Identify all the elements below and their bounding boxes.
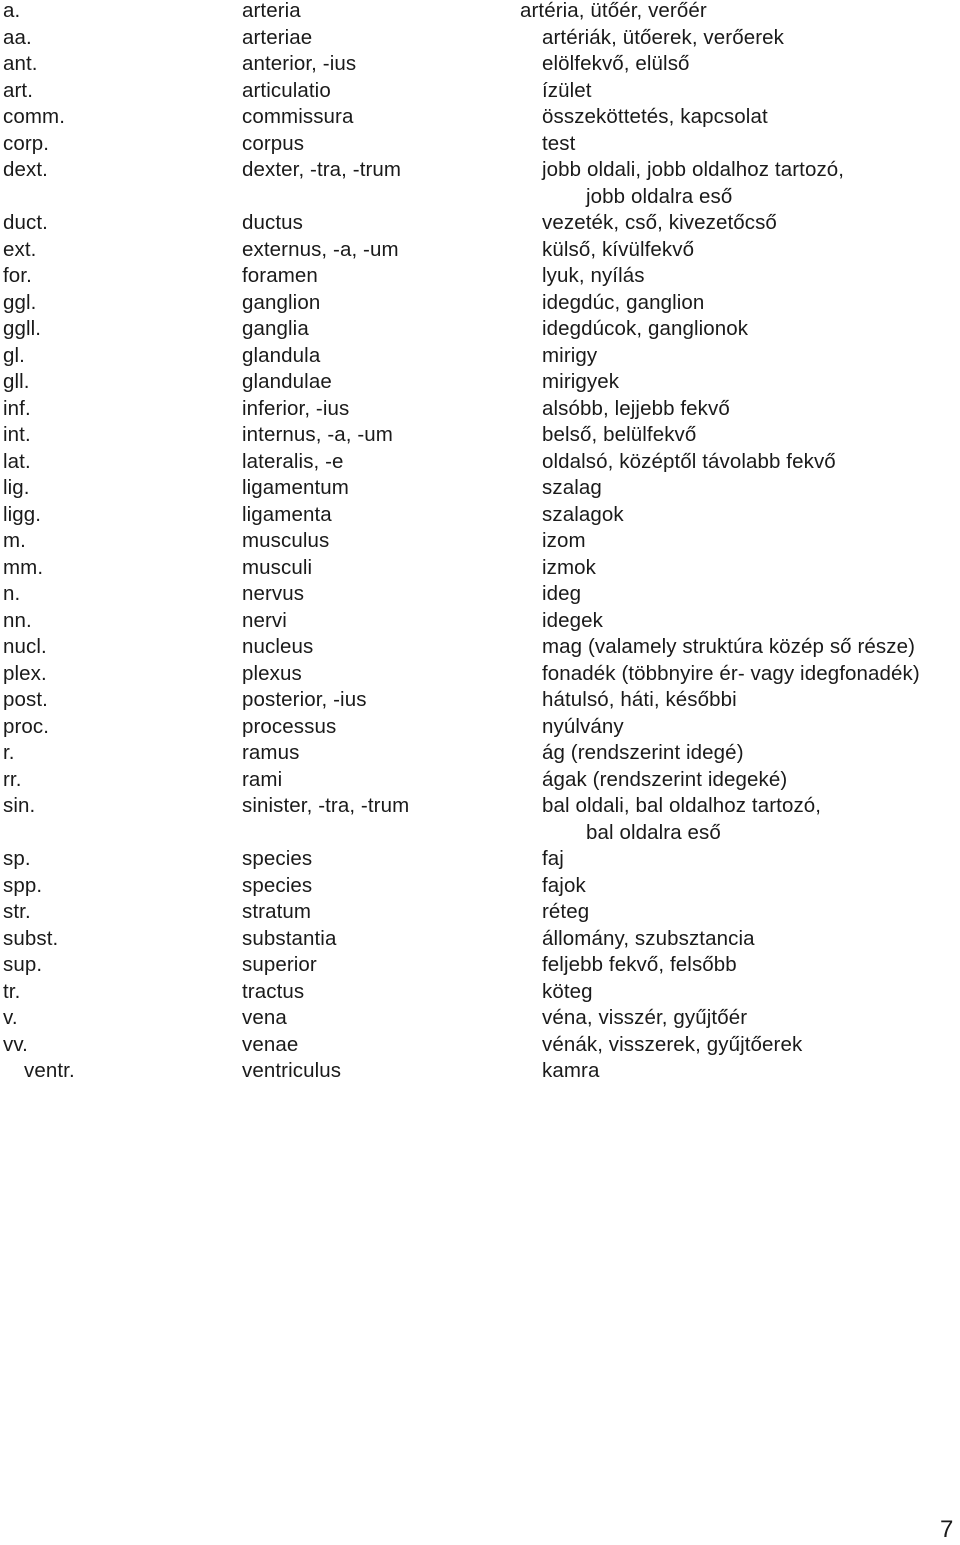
hungarian-meaning: fonadék (többnyire ér- vagy idegfonadék) [542, 661, 920, 685]
hungarian-meaning: izmok [542, 555, 597, 579]
latin-term: musculi [242, 555, 313, 579]
latin-term: ganglion [242, 290, 321, 314]
hungarian-meaning: fajok [542, 873, 586, 897]
list-item [0, 981, 960, 1008]
hungarian-meaning: lyuk, nyílás [542, 264, 645, 287]
latin-term: superior [242, 953, 317, 976]
latin-term: substantia [242, 926, 337, 950]
list-item [0, 345, 960, 372]
list-item-continuation [0, 186, 960, 213]
latin-term: ventriculus [242, 1059, 342, 1082]
abbreviation: sin. [3, 794, 36, 817]
latin-term: processus [242, 714, 337, 738]
abbreviation: n. [3, 582, 21, 605]
abbreviation: lat. [3, 449, 31, 473]
list-item [0, 716, 960, 743]
list-item [0, 239, 960, 266]
hungarian-meaning: összeköttetés, kapcsolat [542, 105, 768, 128]
list-item [0, 954, 960, 981]
hungarian-meaning: külső, kívülfekvő [542, 237, 695, 261]
list-item [0, 451, 960, 478]
abbreviation: subst. [3, 926, 59, 950]
abbreviation: m. [3, 529, 26, 552]
hungarian-meaning: szalagok [542, 502, 624, 526]
latin-term: externus, -a, -um [242, 237, 399, 261]
list-item [0, 928, 960, 955]
latin-term: arteriae [242, 25, 313, 49]
latin-term: glandulae [242, 370, 332, 393]
hungarian-meaning: mirigyek [542, 370, 620, 393]
abbreviation: rr. [3, 767, 22, 791]
hungarian-meaning: oldalsó, középtől távolabb fekvő [542, 449, 836, 473]
latin-term: musculus [242, 529, 330, 552]
abbreviation: nn. [3, 608, 32, 632]
latin-term: dexter, -tra, -trum [242, 158, 402, 181]
hungarian-meaning: test [542, 131, 576, 155]
list-item [0, 795, 960, 822]
hungarian-meaning: ideg [542, 582, 582, 605]
latin-term: stratum [242, 900, 312, 923]
hungarian-meaning: jobb oldalra eső [586, 184, 733, 208]
abbreviation: sup. [3, 953, 43, 976]
hungarian-meaning: ág (rendszerint idegé) [542, 741, 744, 764]
list-item [0, 1060, 960, 1087]
list-item [0, 663, 960, 690]
hungarian-meaning: idegdúcok, ganglionok [542, 317, 749, 340]
hungarian-meaning: szalag [542, 476, 602, 499]
abbreviation: ventr. [24, 1059, 75, 1082]
abbreviation: r. [3, 741, 15, 764]
hungarian-meaning: állomány, szubsztancia [542, 926, 755, 950]
list-item [0, 557, 960, 584]
latin-term: ramus [242, 741, 300, 764]
latin-term: species [242, 847, 313, 870]
list-item [0, 398, 960, 425]
abbreviation: inf. [3, 396, 31, 420]
latin-term: sinister, -tra, -trum [242, 794, 410, 817]
list-item [0, 53, 960, 80]
abbreviation: tr. [3, 979, 21, 1003]
latin-term: lateralis, -e [242, 449, 344, 473]
latin-term: corpus [242, 131, 305, 155]
abbreviation: proc. [3, 714, 50, 738]
page-number: 7 [940, 1516, 954, 1543]
list-item [0, 901, 960, 928]
list-item [0, 769, 960, 796]
list-item [0, 27, 960, 54]
hungarian-meaning: mag (valamely struktúra közép ső része) [542, 635, 916, 658]
latin-term: ligamenta [242, 502, 332, 526]
abbreviation: duct. [3, 211, 48, 234]
list-item [0, 689, 960, 716]
list-item [0, 133, 960, 160]
list-item [0, 477, 960, 504]
hungarian-meaning: artéria, ütőér, verőér [520, 0, 707, 22]
hungarian-meaning: alsóbb, lejjebb fekvő [542, 396, 730, 420]
hungarian-meaning: bal oldali, bal oldalhoz tartozó, [542, 794, 822, 817]
latin-term: venae [242, 1032, 299, 1056]
abbreviation: art. [3, 78, 34, 102]
list-item [0, 318, 960, 345]
latin-term: ductus [242, 211, 303, 234]
list-item [0, 1007, 960, 1034]
abbreviation: spp. [3, 873, 43, 897]
hungarian-meaning: artériák, ütőerek, verőerek [542, 25, 784, 49]
hungarian-meaning: izom [542, 529, 586, 552]
hungarian-meaning: köteg [542, 979, 593, 1003]
hungarian-meaning: jobb oldali, jobb oldalhoz tartozó, [542, 158, 845, 181]
abbreviation: nucl. [3, 635, 47, 658]
latin-term: species [242, 873, 313, 897]
latin-term: nervi [242, 608, 287, 632]
abbreviation: plex. [3, 661, 47, 685]
abbreviation: gl. [3, 343, 25, 367]
list-item [0, 80, 960, 107]
hungarian-meaning: vezeték, cső, kivezetőcső [542, 211, 777, 234]
list-item [0, 504, 960, 531]
hungarian-meaning: ízület [542, 78, 592, 102]
hungarian-meaning: elölfekvő, elülső [542, 52, 690, 75]
abbreviation: corp. [3, 131, 50, 155]
abbreviation: int. [3, 423, 31, 446]
abbreviation: ext. [3, 237, 37, 261]
latin-term: tractus [242, 979, 305, 1003]
latin-term: rami [242, 767, 283, 791]
latin-term: nervus [242, 582, 305, 605]
list-item [0, 106, 960, 133]
hungarian-meaning: bal oldalra eső [586, 820, 721, 844]
latin-term: ganglia [242, 317, 309, 340]
list-item [0, 159, 960, 186]
hungarian-meaning: véna, visszér, gyűjtőér [542, 1006, 748, 1029]
hungarian-meaning: idegek [542, 608, 604, 632]
list-item [0, 636, 960, 663]
abbreviation: dext. [3, 158, 48, 181]
latin-term: plexus [242, 661, 302, 685]
hungarian-meaning: nyúlvány [542, 714, 624, 738]
list-item [0, 212, 960, 239]
abbreviation: lig. [3, 476, 30, 499]
hungarian-meaning: faj [542, 847, 564, 870]
list-item [0, 610, 960, 637]
latin-term: commissura [242, 105, 354, 128]
latin-term: foramen [242, 264, 318, 287]
latin-term: nucleus [242, 635, 314, 658]
abbreviation: mm. [3, 555, 44, 579]
abbreviation: str. [3, 900, 31, 923]
latin-term: anterior, -ius [242, 52, 357, 75]
abbreviation: ant. [3, 52, 38, 75]
abbreviation: ligg. [3, 502, 42, 526]
latin-term: articulatio [242, 78, 331, 102]
abbreviation: comm. [3, 105, 65, 128]
hungarian-meaning: ágak (rendszerint idegeké) [542, 767, 788, 791]
hungarian-meaning: réteg [542, 900, 590, 923]
abbreviation: ggl. [3, 290, 37, 314]
abbreviation: vv. [3, 1032, 28, 1056]
abbreviation: gll. [3, 370, 30, 393]
list-item [0, 371, 960, 398]
list-item [0, 424, 960, 451]
latin-term: internus, -a, -um [242, 423, 393, 446]
hungarian-meaning: hátulsó, háti, későbbi [542, 688, 737, 711]
hungarian-meaning: kamra [542, 1059, 600, 1082]
abbreviation: ggll. [3, 317, 42, 340]
list-item [0, 530, 960, 557]
latin-term: ligamentum [242, 476, 349, 499]
abbreviation: aa. [3, 25, 32, 49]
hungarian-meaning: idegdúc, ganglion [542, 290, 705, 314]
list-item [0, 292, 960, 319]
list-item [0, 583, 960, 610]
latin-term: posterior, -ius [242, 688, 367, 711]
hungarian-meaning: belső, belülfekvő [542, 423, 697, 446]
latin-term: arteria [242, 0, 301, 22]
list-item [0, 875, 960, 902]
list-item-continuation [0, 822, 960, 849]
latin-term: inferior, -ius [242, 396, 350, 420]
abbreviation: for. [3, 264, 32, 287]
abbreviation: v. [3, 1006, 18, 1029]
abbreviation: a. [3, 0, 21, 22]
hungarian-meaning: vénák, visszerek, gyűjtőerek [542, 1032, 803, 1056]
abbreviation: sp. [3, 847, 31, 870]
list-item [0, 1034, 960, 1061]
latin-term: vena [242, 1006, 287, 1029]
list-item [0, 0, 960, 27]
list-item [0, 742, 960, 769]
abbreviation: post. [3, 688, 48, 711]
list-item [0, 265, 960, 292]
latin-term: glandula [242, 343, 321, 367]
hungarian-meaning: mirigy [542, 343, 598, 367]
hungarian-meaning: feljebb fekvő, felsőbb [542, 953, 737, 976]
list-item [0, 848, 960, 875]
